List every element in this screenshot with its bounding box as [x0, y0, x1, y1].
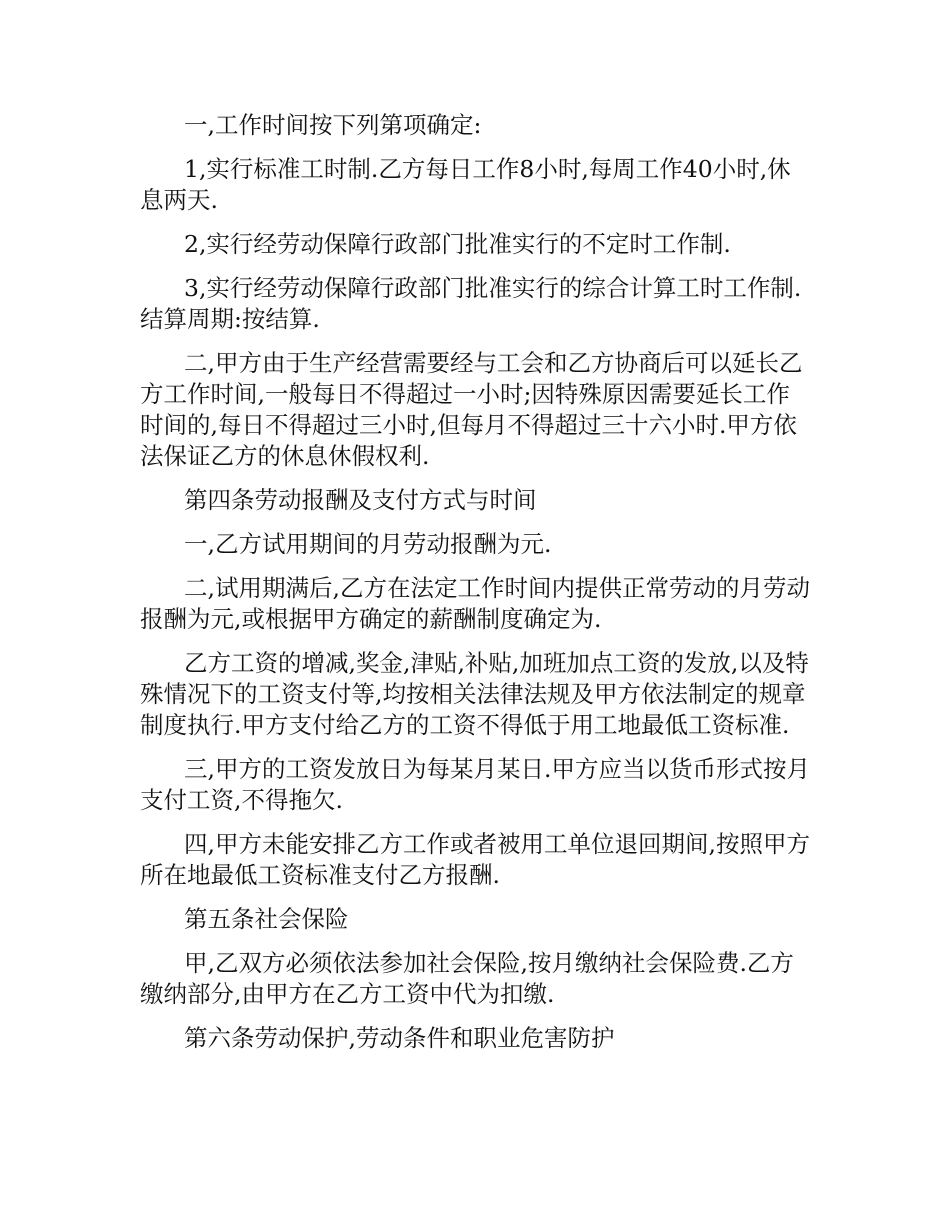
paragraph-social-insurance: 甲,乙双方必须依法参加社会保险,按月缴纳社会保险费.乙方缴纳部分,由甲方在乙方工资中代为扣缴.	[140, 949, 794, 1008]
paragraph-probation-pay: 一,乙方试用期间的月劳动报酬为元.	[184, 530, 552, 558]
paragraph-regular-pay: 二,试用期满后,乙方在法定工作时间内提供正常劳动的月劳动报酬为元,或根据甲方确定的薪酬制度确定为.	[140, 574, 810, 633]
paragraph-standard-hours: 1,实行标准工时制.乙方每日工作8小时,每周工作40小时,休息两天.	[140, 155, 791, 214]
section-heading-article-6: 第六条劳动保护,劳动条件和职业危害防护	[184, 1024, 615, 1052]
paragraph-wage-adjustments: 乙方工资的增减,奖金,津贴,补贴,加班加点工资的发放,以及特殊情况下的工资支付等,均按相关法律法规及甲方依法制定的规章制度执行.甲方支付给乙方的工资不得低于用工地最低工资标准.	[140, 649, 809, 739]
paragraph-overtime: 二,甲方由于生产经营需要经与工会和乙方协商后可以延长乙方工作时间,一般每日不得超过一小时;因特殊原因需要延长工作时间的,每日不得超过三小时,但每月不得超过三十六小时.甲方依法保证乙方的休息休假权利.	[140, 349, 803, 470]
paragraph-payday: 三,甲方的工资发放日为每某月某日.甲方应当以货币形式按月支付工资,不得拖欠.	[140, 755, 810, 814]
section-heading-article-5: 第五条社会保险	[184, 905, 349, 933]
paragraph-idle-pay: 四,甲方未能安排乙方工作或者被用工单位退回期间,按照甲方所在地最低工资标准支付乙方报酬.	[140, 830, 810, 889]
section-heading-article-4: 第四条劳动报酬及支付方式与时间	[184, 486, 537, 514]
paragraph-work-hours-intro: 一,工作时间按下列第项确定:	[184, 111, 482, 139]
paragraph-comprehensive-hours: 3,实行经劳动保障行政部门批准实行的综合计算工时工作制.结算周期:按结算.	[140, 274, 802, 333]
paragraph-flexible-hours: 2,实行经劳动保障行政部门批准实行的不定时工作制.	[184, 230, 731, 258]
document-body	[140, 110, 810, 1067]
